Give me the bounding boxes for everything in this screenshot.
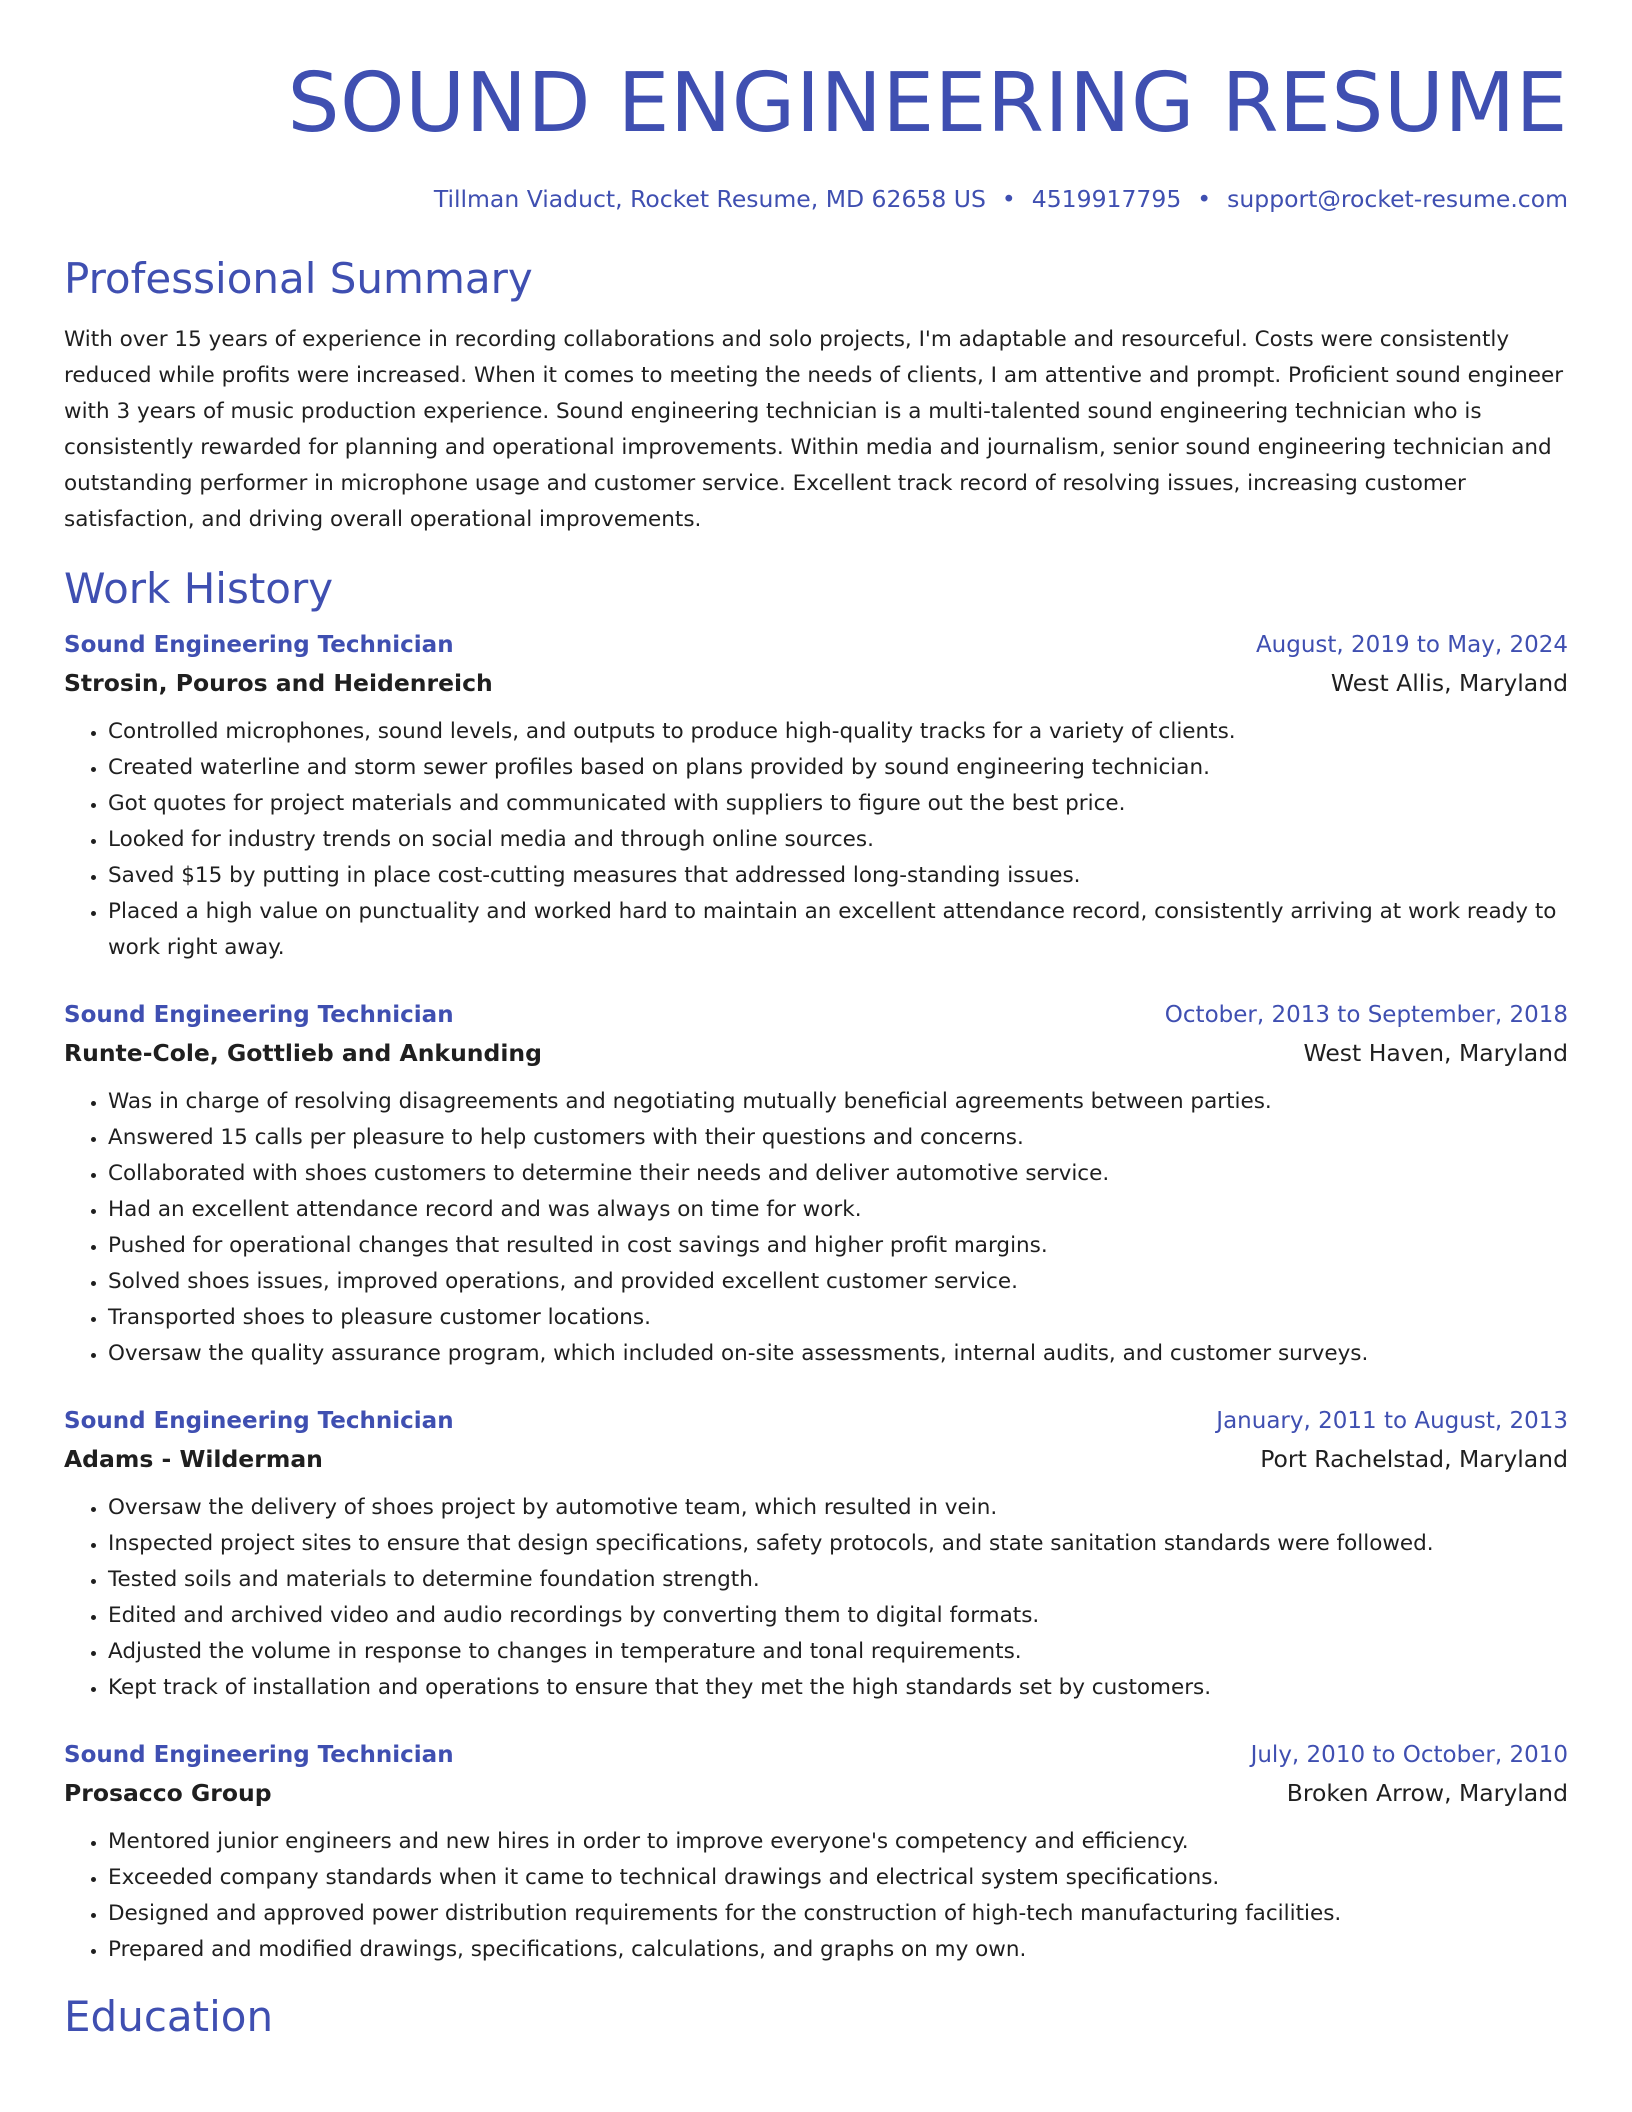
- job-title: Sound Engineering Technician: [64, 1742, 454, 1768]
- job-bullet: • Saved $15 by putting in place cost-cutting measures that addressed long-standing issues.: [108, 858, 1568, 894]
- summary-text: With over 15 years of experience in recording collaborations and solo projects, I'm adaptable and resourceful. Costs were consistently reduced while profits were increased. When it comes to meeting the needs of clients, I am attentive and prompt. Proficient sound engineer with 3 years of music production experience. Sound engineering technician is a multi-talented sound engineering technician who is consistently rewarded for planning and operational improvements. Within media and journalism, senior sound engineering technician and outstanding performer in microphone usage and customer service. Excellent track record of resolving issues, increasing customer satisfaction, and driving overall operational improvements.: [64, 327, 1564, 532]
- contact-separator: •: [1001, 185, 1016, 213]
- job-bullet: • Looked for industry trends on social media and through online sources.: [108, 822, 1568, 858]
- job-company-row: [64, 1440, 1568, 1478]
- job-entry: [64, 1736, 1568, 1968]
- contact-address: Tillman Viaduct, Rocket Resume, MD 62658 US: [433, 185, 986, 213]
- job-entry: [64, 1402, 1568, 1706]
- job-bullet: • Collaborated with shoes customers to determine their needs and deliver automotive service.: [108, 1156, 1568, 1192]
- job-bullet: • Exceeded company standards when it came to technical drawings and electrical system specifications.: [108, 1860, 1568, 1896]
- job-bullet: • Created waterline and storm sewer profiles based on plans provided by sound engineering technician.: [108, 750, 1568, 786]
- job-company-row: [64, 1774, 1568, 1812]
- resume-page: [64, 0, 1568, 2044]
- job-company: Runte-Cole, Gottlieb and Ankunding: [64, 1039, 542, 1067]
- job-bullet-list: [64, 1084, 1568, 1372]
- job-bullet-list: [64, 1824, 1568, 1968]
- job-dates: October, 2013 to September, 2018: [1164, 1002, 1568, 1028]
- job-company: Adams - Wilderman: [64, 1445, 323, 1473]
- job-bullet: • Got quotes for project materials and communicated with suppliers to figure out the best price.: [108, 786, 1568, 822]
- job-bullet-list: [64, 714, 1568, 966]
- job-company: Strosin, Pouros and Heidenreich: [64, 669, 493, 697]
- job-header-row: [64, 626, 1568, 664]
- resume-title: SOUND ENGINEERING RESUME: [287, 56, 1568, 151]
- job-dates: August, 2019 to May, 2024: [1255, 632, 1568, 658]
- job-title: Sound Engineering Technician: [64, 1002, 454, 1028]
- job-company: Prosacco Group: [64, 1779, 272, 1807]
- work-history-heading: Work History: [64, 564, 334, 613]
- job-header-row: [64, 996, 1568, 1034]
- education-heading: Education: [64, 1992, 274, 2041]
- job-title: Sound Engineering Technician: [64, 1408, 454, 1434]
- job-bullet: • Adjusted the volume in response to changes in temperature and tonal requirements.: [108, 1634, 1568, 1670]
- job-bullet: • Kept track of installation and operations to ensure that they met the high standards set by customers.: [108, 1670, 1568, 1706]
- job-bullet: • Pushed for operational changes that resulted in cost savings and higher profit margins.: [108, 1228, 1568, 1264]
- job-bullet: • Edited and archived video and audio recordings by converting them to digital formats.: [108, 1598, 1568, 1634]
- job-location: Broken Arrow, Maryland: [1286, 1779, 1568, 1807]
- job-bullet: • Answered 15 calls per pleasure to help customers with their questions and concerns.: [108, 1120, 1568, 1156]
- contact-separator: •: [1197, 185, 1212, 213]
- job-bullet: • Mentored junior engineers and new hires in order to improve everyone's competency and efficiency.: [108, 1824, 1568, 1860]
- job-header-row: [64, 1736, 1568, 1774]
- job-bullet: • Controlled microphones, sound levels, and outputs to produce high-quality tracks for a variety of clients.: [108, 714, 1568, 750]
- summary-heading: Professional Summary: [64, 254, 533, 303]
- job-company-row: [64, 664, 1568, 702]
- job-bullet: • Had an excellent attendance record and was always on time for work.: [108, 1192, 1568, 1228]
- contact-phone: 4519917795: [1031, 185, 1182, 213]
- contact-email: support@rocket-resume.com: [1227, 185, 1568, 213]
- job-location: Port Rachelstad, Maryland: [1260, 1445, 1568, 1473]
- job-bullet: • Oversaw the delivery of shoes project by automotive team, which resulted in vein.: [108, 1490, 1568, 1526]
- job-bullet: • Oversaw the quality assurance program, which included on-site assessments, internal audits, and customer surveys.: [108, 1336, 1568, 1372]
- job-bullet: • Transported shoes to pleasure customer locations.: [108, 1300, 1568, 1336]
- job-company-row: [64, 1034, 1568, 1072]
- job-bullet: • Solved shoes issues, improved operations, and provided excellent customer service.: [108, 1264, 1568, 1300]
- job-dates: January, 2011 to August, 2013: [1216, 1408, 1568, 1434]
- job-location: West Allis, Maryland: [1330, 669, 1568, 697]
- job-header-row: [64, 1402, 1568, 1440]
- job-dates: July, 2010 to October, 2010: [1250, 1742, 1568, 1768]
- job-bullet: • Tested soils and materials to determine foundation strength.: [108, 1562, 1568, 1598]
- job-bullet: • Placed a high value on punctuality and worked hard to maintain an excellent attendance record, consistently arriving at work ready to work right away.: [108, 894, 1568, 966]
- job-bullet-list: [64, 1490, 1568, 1706]
- job-bullet: • Inspected project sites to ensure that design specifications, safety protocols, and state sanitation standards were followed.: [108, 1526, 1568, 1562]
- work-history-list: [64, 626, 1568, 1968]
- job-bullet: • Designed and approved power distribution requirements for the construction of high-tech manufacturing facilities.: [108, 1896, 1568, 1932]
- job-title: Sound Engineering Technician: [64, 632, 454, 658]
- job-bullet: • Prepared and modified drawings, specifications, calculations, and graphs on my own.: [108, 1932, 1568, 1968]
- job-location: West Haven, Maryland: [1303, 1039, 1568, 1067]
- job-entry: [64, 626, 1568, 966]
- contact-line: [64, 184, 1568, 214]
- job-entry: [64, 996, 1568, 1372]
- job-bullet: • Was in charge of resolving disagreements and negotiating mutually beneficial agreements between parties.: [108, 1084, 1568, 1120]
